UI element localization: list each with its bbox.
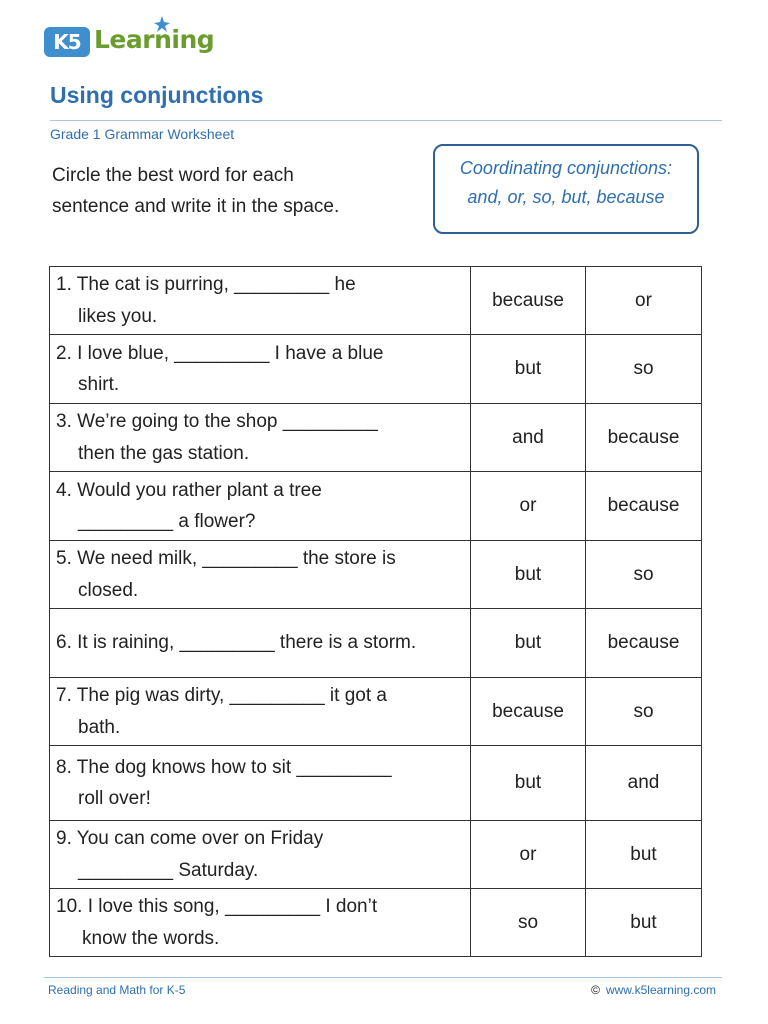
sentence-line-2: then the gas station. (78, 442, 250, 464)
option-cell[interactable]: and (586, 746, 702, 821)
sentence-line-1: 10. I love this song, _________ I don’t (56, 896, 378, 917)
sentence-line-1: 4. Would you rather plant a tree (56, 479, 322, 501)
table-row (50, 678, 702, 746)
sentence-line-2: bath. (78, 716, 121, 738)
option-cell[interactable]: so (471, 889, 586, 957)
option-cell[interactable]: but (471, 541, 586, 609)
sentence-line-2: _________ Saturday. (78, 859, 259, 881)
table-row (50, 889, 702, 957)
sentence-line-1: 3. We’re going to the shop _________ (56, 411, 378, 432)
option-cell[interactable]: so (586, 335, 702, 404)
option-cell[interactable]: so (586, 678, 702, 746)
option-cell[interactable]: but (586, 889, 702, 957)
footer-tagline: Reading and Math for K-5 (48, 983, 186, 997)
sentence-cell (50, 541, 471, 609)
sentence-cell (50, 335, 471, 404)
sentence-line-2: roll over! (78, 788, 151, 809)
table-row (50, 335, 702, 404)
sentence-cell (50, 889, 471, 957)
option-cell[interactable]: but (471, 609, 586, 678)
sentence-line-2: know the words. (82, 927, 220, 949)
option-cell[interactable]: or (586, 267, 702, 335)
table-row (50, 541, 702, 609)
conjunctions-box-line-1: Coordinating conjunctions: (459, 158, 673, 178)
sentence-line-2: _________ a flower? (78, 511, 256, 532)
instructions-line-1: Circle the best word for each (52, 165, 294, 186)
logo-learning-text: Learning (94, 25, 215, 54)
sentence-line-1: 9. You can come over on Friday (56, 828, 324, 849)
instructions-line-2: sentence and write it in the space. (52, 196, 340, 217)
sentence-line-1: 8. The dog knows how to sit _________ (56, 756, 392, 778)
option-cell[interactable]: and (471, 404, 586, 472)
option-cell[interactable]: but (471, 335, 586, 404)
option-cell[interactable]: or (471, 821, 586, 889)
table-row (50, 821, 702, 889)
sentence-line-1: 1. The cat is purring, _________ he (56, 274, 356, 295)
sentence-line-1: 6. It is raining, _________ there is a storm. (56, 632, 417, 654)
sentence-cell (50, 609, 471, 678)
option-cell[interactable]: because (586, 472, 702, 541)
sentence-cell (50, 267, 471, 335)
conjunctions-box-line-2: and, or, so, but, because (467, 187, 665, 207)
sentence-line-1: 7. The pig was dirty, _________ it got a (56, 685, 387, 706)
table-row (50, 267, 702, 335)
option-cell[interactable]: because (586, 609, 702, 678)
sentence-line-2: closed. (78, 579, 139, 601)
table-row (50, 746, 702, 821)
logo-sparkle-icon (148, 14, 176, 34)
sentence-cell (50, 746, 471, 821)
option-cell[interactable]: because (471, 267, 586, 335)
table-row (50, 609, 702, 678)
page-title: Using conjunctions (50, 82, 264, 108)
sentence-line-1: 5. We need milk, _________ the store is (56, 548, 396, 569)
sentence-cell (50, 404, 471, 472)
option-cell[interactable]: but (586, 821, 702, 889)
option-cell[interactable]: or (471, 472, 586, 541)
sentence-line-1: 2. I love blue, _________ I have a blue (56, 342, 384, 364)
sentence-cell (50, 821, 471, 889)
k5-learning-logo (44, 14, 215, 60)
footer-website (591, 983, 716, 997)
conjunctions-box (433, 144, 699, 234)
option-cell[interactable]: so (586, 541, 702, 609)
worksheet-subtitle: Grade 1 Grammar Worksheet (50, 126, 235, 142)
instructions (52, 160, 412, 222)
option-cell[interactable]: but (471, 746, 586, 821)
option-cell[interactable]: because (471, 678, 586, 746)
table-row (50, 472, 702, 541)
copyright-icon: © (591, 983, 600, 997)
option-cell[interactable]: because (586, 404, 702, 472)
worksheet-table (49, 266, 702, 957)
sentence-cell (50, 472, 471, 541)
sentence-cell (50, 678, 471, 746)
sentence-line-2: likes you. (78, 305, 158, 327)
sentence-line-2: shirt. (78, 374, 120, 395)
footer-divider (44, 977, 722, 978)
table-row (50, 404, 702, 472)
footer-url[interactable]: www.k5learning.com (605, 983, 716, 997)
logo-k5-box: K5 (44, 27, 90, 57)
title-divider (50, 120, 722, 121)
